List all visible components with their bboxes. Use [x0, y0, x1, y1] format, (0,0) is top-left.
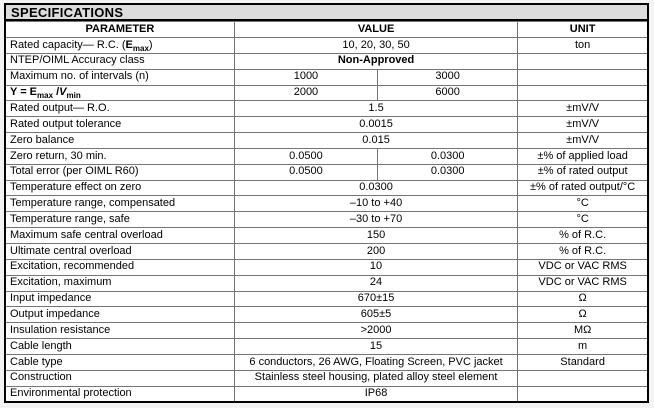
unit-cell: ±mV/V [518, 133, 648, 149]
unit-cell [518, 386, 648, 402]
parameter-cell: NTEP/OIML Accuracy class [5, 53, 234, 69]
unit-cell: % of R.C. [518, 243, 648, 259]
value-cell: 0.0300 [234, 180, 517, 196]
unit-cell: m [518, 339, 648, 355]
unit-cell [518, 370, 648, 386]
parameter-cell: Construction [5, 370, 234, 386]
unit-cell: % of R.C. [518, 228, 648, 244]
table-row [5, 196, 648, 212]
value-cell-left: 0.0500 [234, 148, 377, 164]
table-row [5, 212, 648, 228]
column-header-unit: UNIT [518, 22, 648, 38]
table-row [5, 164, 648, 180]
parameter-cell: Cable length [5, 339, 234, 355]
value-cell-left: 0.0500 [234, 164, 377, 180]
spec-table-body [5, 38, 648, 402]
table-row [5, 101, 648, 117]
unit-cell: ±% of rated output/°C [518, 180, 648, 196]
value-cell: 24 [234, 275, 517, 291]
parameter-cell: Environmental protection [5, 386, 234, 402]
table-row [5, 386, 648, 402]
column-header-value: VALUE [234, 22, 517, 38]
unit-cell: ±% of applied load [518, 148, 648, 164]
parameter-cell: Zero balance [5, 133, 234, 149]
unit-cell: ±mV/V [518, 117, 648, 133]
table-row [5, 180, 648, 196]
parameter-cell: Total error (per OIML R60) [5, 164, 234, 180]
parameter-cell: Rated capacity— R.C. $(E_{max})$ [5, 38, 234, 54]
unit-cell: ton [518, 38, 648, 54]
unit-cell: VDC or VAC RMS [518, 259, 648, 275]
value-cell-right: 0.0300 [378, 148, 518, 164]
parameter-cell: Input impedance [5, 291, 234, 307]
table-row [5, 228, 648, 244]
parameter-cell: Excitation, recommended [5, 259, 234, 275]
value-cell-left: 2000 [234, 85, 377, 101]
parameter-cell: Cable type [5, 354, 234, 370]
spec-table [4, 21, 649, 403]
unit-cell: ±mV/V [518, 101, 648, 117]
value-cell: 6 conductors, 26 AWG, Floating Screen, PVC jacket [234, 354, 517, 370]
parameter-cell: Ultimate central overload [5, 243, 234, 259]
unit-cell: VDC or VAC RMS [518, 275, 648, 291]
unit-cell: ±% of rated output [518, 164, 648, 180]
value-cell: –30 to +70 [234, 212, 517, 228]
parameter-cell: Zero return, 30 min. [5, 148, 234, 164]
value-cell-right: 0.0300 [378, 164, 518, 180]
value-cell-right: 6000 [378, 85, 518, 101]
value-cell-left: 1000 [234, 69, 377, 85]
value-cell: 0.015 [234, 133, 517, 149]
value-cell: 15 [234, 339, 517, 355]
value-cell: –10 to +40 [234, 196, 517, 212]
table-row [5, 307, 648, 323]
spec-sheet [4, 3, 649, 403]
table-row [5, 370, 648, 386]
unit-cell [518, 85, 648, 101]
value-cell: >2000 [234, 323, 517, 339]
parameter-cell: Rated output tolerance [5, 117, 234, 133]
table-row [5, 53, 648, 69]
parameter-cell: Maximum no. of intervals (n) [5, 69, 234, 85]
parameter-cell: Maximum safe central overload [5, 228, 234, 244]
parameter-cell: Excitation, maximum [5, 275, 234, 291]
table-row [5, 243, 648, 259]
table-row [5, 259, 648, 275]
value-cell: IP68 [234, 386, 517, 402]
parameter-cell: Temperature range, safe [5, 212, 234, 228]
table-row [5, 133, 648, 149]
unit-cell: Standard [518, 354, 648, 370]
table-row [5, 38, 648, 54]
table-row [5, 339, 648, 355]
parameter-cell: Output impedance [5, 307, 234, 323]
value-cell: 1.5 [234, 101, 517, 117]
parameter-cell: Temperature range, compensated [5, 196, 234, 212]
table-row [5, 148, 648, 164]
value-cell: 200 [234, 243, 517, 259]
value-cell: Non-Approved [234, 53, 517, 69]
value-cell: 670±15 [234, 291, 517, 307]
parameter-cell: $Y = E_{max}$ $/V_{min}$ [5, 85, 234, 101]
unit-cell: Ω [518, 307, 648, 323]
table-row [5, 354, 648, 370]
page-title: SPECIFICATIONS [11, 4, 124, 20]
parameter-cell: Temperature effect on zero [5, 180, 234, 196]
value-cell: Stainless steel housing, plated alloy steel element [234, 370, 517, 386]
table-row [5, 69, 648, 85]
unit-cell: Ω [518, 291, 648, 307]
unit-cell: °C [518, 212, 648, 228]
unit-cell: MΩ [518, 323, 648, 339]
table-row [5, 275, 648, 291]
value-cell: 605±5 [234, 307, 517, 323]
value-cell-right: 3000 [378, 69, 518, 85]
parameter-cell: Insulation resistance [5, 323, 234, 339]
value-cell: 10 [234, 259, 517, 275]
table-row [5, 291, 648, 307]
header-row [5, 22, 648, 38]
unit-cell: °C [518, 196, 648, 212]
table-row [5, 117, 648, 133]
unit-cell [518, 53, 648, 69]
parameter-cell: Rated output— R.O. [5, 101, 234, 117]
unit-cell [518, 69, 648, 85]
title-bar [4, 3, 649, 21]
value-cell: 0.0015 [234, 117, 517, 133]
column-header-parameter: PARAMETER [5, 22, 234, 38]
table-row [5, 85, 648, 101]
value-cell: 10, 20, 30, 50 [234, 38, 517, 54]
value-cell: 150 [234, 228, 517, 244]
table-row [5, 323, 648, 339]
